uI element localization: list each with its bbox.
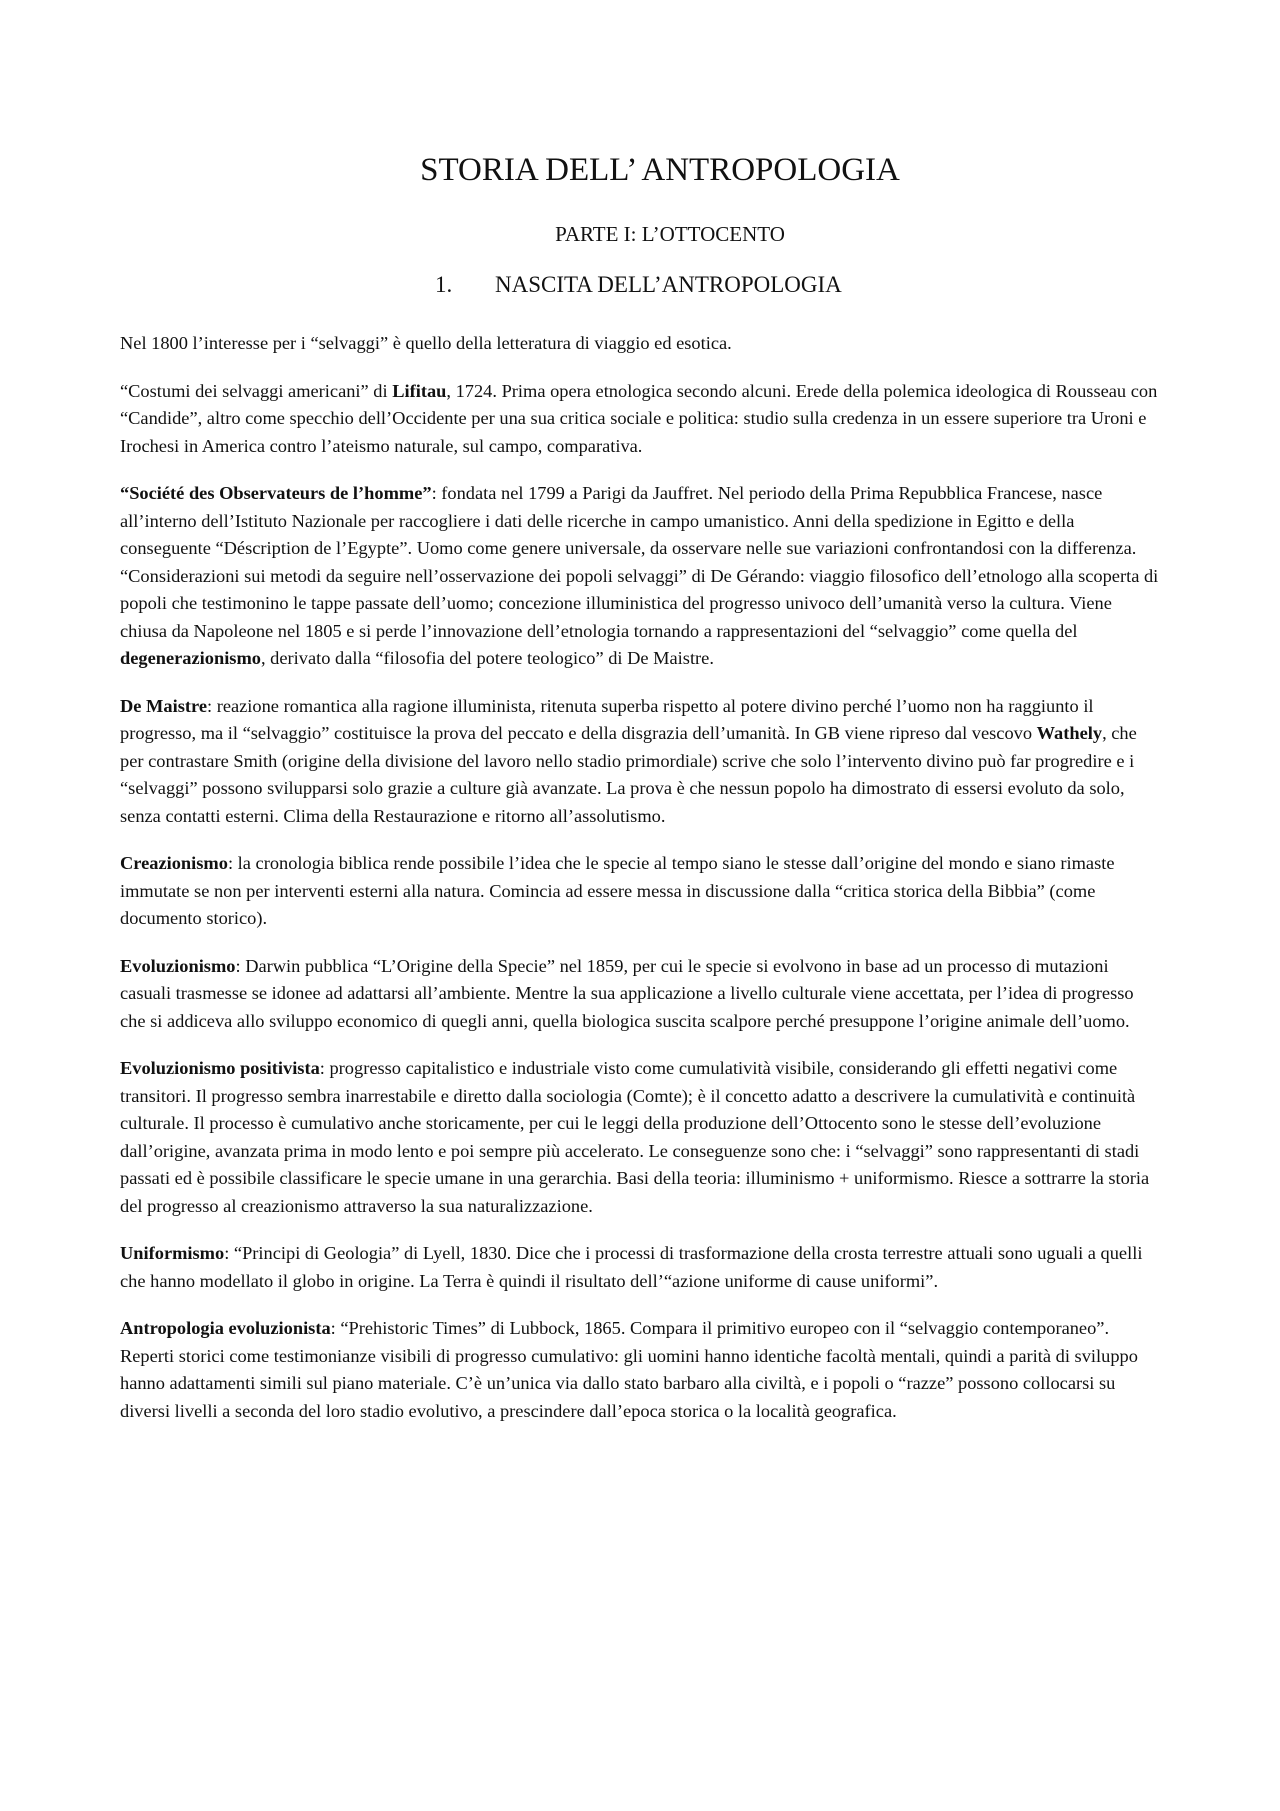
paragraph-text: , che per contrastare Smith (origine della divisione del lavoro nello stadio primordiale) scrive che solo l’intervento divino può far progredire e i “selvaggi” possono svilupparsi solo grazie a culture già avanzate. La prova è che nessun popolo ha dimostrato di essersi evoluto da solo, senza contatti esterni. Clima della Restaurazione e ritorno all’assolutismo. xyxy=(120,723,1137,826)
paragraph-text: : Darwin pubblica “L’Origine della Specie” nel 1859, per cui le specie si evolvono in base ad un processo di mutazioni casuali trasmesse se idonee ad adattarsi all’ambiente. Mentre la sua applicazione a livello culturale viene accettata, per l’idea di progresso che si addiceva allo sviluppo economico di quegli anni, quella biologica suscita scalpore perché presuppone l’origine animale dell’uomo. xyxy=(120,955,1134,1031)
paragraph-term: Lifitau xyxy=(392,380,447,401)
chapter-number: 1. xyxy=(435,272,453,297)
paragraph-text: : la cronologia biblica rende possibile l’idea che le specie al tempo siano le stesse dall’origine del mondo e siano rimaste immutate se non per interventi esterni alla natura. Comincia ad essere messa in discussione dalla “critica storica della Bibbia” (come documento storico). xyxy=(120,853,1115,928)
paragraph-term: Wathely xyxy=(1036,723,1103,743)
paragraph-text: : “Principi di Geologia” di Lyell, 1830. Dice che i processi di trasformazione della crosta terrestre attuali sono uguali a quelli che hanno modellato il globo in origine. La Terra è quindi il risultato dell’“azione uniforme di cause uniformi”. xyxy=(120,1243,1143,1291)
paragraph-text: : progresso capitalistico e industriale visto come cumulatività visibile, considerando gli effetti negativi come transitori. Il progresso sembra inarrestabile e diretto dalla sociologia (Comte); è il concetto adatto a descrivere la cumulatività e continuità culturale. Il processo è cumulativo anche storicamente, per cui le leggi della produzione dell’Ottocento sono le stesse dell’evoluzione dall’origine, avanzata prima in modo lento e poi sempre più accelerato. Le conseguenze sono che: i “selvaggi” sono rappresentanti di stadi passati ed è possibile classificare le specie umane in una gerarchia. Basi della teoria: illuminismo + uniformismo. Riesce a sottrarre la storia del progresso al creazionismo attraverso la sua naturalizzazione. xyxy=(120,1058,1150,1216)
paragraph-creazionismo xyxy=(120,850,1160,933)
paragraph-term: degenerazionismo xyxy=(120,648,261,668)
paragraph-term: Evoluzionismo xyxy=(120,955,236,976)
paragraph-evoluzionismo xyxy=(120,953,1160,1036)
paragraph-term: Antropologia evoluzionista xyxy=(120,1318,331,1338)
document-title: STORIA DELL’ ANTROPOLOGIA xyxy=(420,152,900,188)
paragraph-text: Nel 1800 l’interesse per i “selvaggi” è quello della letteratura di viaggio ed esotica. xyxy=(120,333,732,353)
paragraph-lifitau xyxy=(120,378,1160,461)
paragraph-term: Evoluzionismo positivista xyxy=(120,1058,320,1078)
paragraph-text: : reazione romantica alla ragione illuminista, ritenuta superba rispetto al potere divino perché l’uomo non ha raggiunto il progresso, ma il “selvaggio” costituisce la prova del peccato e della disgrazia dell’umanità. In GB viene ripreso dal vescovo xyxy=(120,695,1094,743)
paragraph-text: : “Prehistoric Times” di Lubbock, 1865. Compara il primitivo europeo con il “selvaggio contemporaneo”. Reperti storici come testimonianze visibili di progresso cumulativo: gli uomini hanno identiche facoltà mentali, quindi a parità di sviluppo hanno adattamenti simili sul piano materiale. C’è un’unica via dallo stato barbaro alla civiltà, e i popoli o “razze” possono collocarsi su diversi livelli a seconda del loro stadio evolutivo, a prescindere dall’epoca storica o la località geografica. xyxy=(120,1318,1138,1421)
paragraph-text: : fondata nel 1799 a Parigi da Jauffret. Nel periodo della Prima Repubblica Francese, nasce all’interno dell’Istituto Nazionale per raccogliere i dati delle ricerche in campo umanistico. Anni della spedizione in Egitto e della conseguente “Déscription de l’Egypte”. Uomo come genere universale, da osservare nelle sue variazioni confrontandosi con la differenza. “Considerazioni sui metodi da seguire nell’osservazione dei popoli selvaggi” di De Gérando: viaggio filosofico dell’etnologo alla scoperta di popoli che testimonino le tappe passate dell’uomo; concezione illuministica del progresso univoco dell’umanità verso la cultura. Viene chiusa da Napoleone nel 1805 e si perde l’innovazione dell’etnologia tornando a rappresentazioni del “selvaggio” come quella del xyxy=(120,483,1159,641)
document-page xyxy=(120,150,1160,1425)
paragraph-term: “Société des Observateurs de l’homme” xyxy=(120,483,432,503)
paragraph-evoluzionismo-positivista xyxy=(120,1055,1160,1220)
paragraph-term: De Maistre xyxy=(120,695,207,716)
paragraph-text: , 1724. Prima opera etnologica secondo alcuni. Erede della polemica ideologica di Rousseau con “Candide”, altro come specchio dell’Occidente per una sua critica sociale e politica: studio sulla credenza in un essere superiore tra Uroni e Irochesi in America contro l’ateismo naturale, sul campo, comparativa. xyxy=(120,380,1158,456)
part-heading: PARTE I: L’OTTOCENTO xyxy=(555,222,785,246)
paragraph-antropologia-evoluzionista xyxy=(120,1315,1160,1425)
paragraph-de-maistre xyxy=(120,693,1160,831)
chapter-heading xyxy=(120,270,1160,300)
paragraph-text: , derivato dalla “filosofia del potere teologico” di De Maistre. xyxy=(260,648,714,668)
paragraph-intro xyxy=(120,330,1160,358)
chapter-title: NASCITA DELL’ANTROPOLOGIA xyxy=(495,272,842,297)
paragraph-societe xyxy=(120,480,1160,673)
paragraph-term: Uniformismo xyxy=(120,1243,225,1263)
paragraph-uniformismo xyxy=(120,1240,1160,1295)
paragraph-term: Creazionismo xyxy=(120,853,228,873)
paragraph-text: “Costumi dei selvaggi americani” di xyxy=(120,380,393,401)
